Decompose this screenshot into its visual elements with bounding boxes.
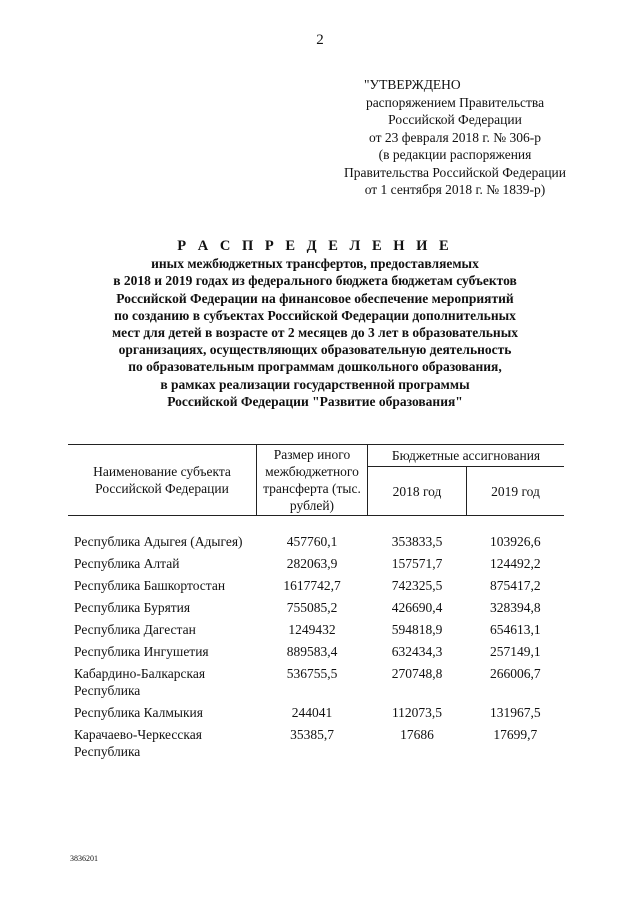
table-row — [68, 619, 564, 641]
approval-line: "УТВЕРЖДЕНО — [364, 77, 461, 92]
cell-subject: Республика Бурятия — [74, 600, 191, 615]
cell-transfer: 35385,7 — [290, 727, 334, 742]
header-year-2019: 2019 год — [467, 467, 565, 516]
cell-transfer: 457760,1 — [286, 534, 338, 549]
cell-2019: 124492,2 — [489, 556, 541, 571]
title-line: иных межбюджетных трансфертов, предоставляемых — [151, 256, 479, 272]
title-line: Российской Федерации "Развитие образования" — [167, 393, 463, 409]
header-year-2018: 2018 год — [368, 467, 467, 516]
cell-subject: Республика Дагестан — [74, 622, 196, 637]
table-row — [68, 597, 564, 619]
cell-2018: 742325,5 — [391, 578, 443, 593]
cell-transfer: 1617742,7 — [283, 578, 341, 593]
cell-transfer: 244041 — [291, 705, 333, 720]
header-subject-name: Наименование субъекта Российской Федерации — [68, 445, 257, 516]
approval-line: (в редакции распоряжения — [378, 147, 532, 162]
cell-2019: 875417,2 — [489, 578, 541, 593]
title-line: в 2018 и 2019 годах из федерального бюджета бюджетам субъектов — [113, 273, 517, 289]
document-title — [60, 238, 570, 410]
cell-2018: 17686 — [400, 727, 434, 742]
cell-2019: 257149,1 — [489, 644, 541, 659]
cell-2019: 266006,7 — [489, 666, 541, 681]
cell-2019: 17699,7 — [493, 727, 538, 742]
cell-subject: Республика Ингушетия — [74, 644, 209, 659]
cell-subject: Республика Калмыкия — [74, 705, 203, 720]
title-line: в рамках реализации государственной программы — [160, 376, 470, 392]
table-row — [68, 724, 564, 763]
cell-subject: Кабардино-Балкарская Республика — [74, 666, 206, 698]
cell-transfer: 889583,4 — [286, 644, 338, 659]
approval-line: от 1 сентября 2018 г. № 1839-р) — [364, 182, 546, 197]
title-line: Российской Федерации на финансовое обеспечение мероприятий — [116, 290, 514, 306]
table-row — [68, 702, 564, 724]
cell-subject: Республика Башкортостан — [74, 578, 226, 593]
title-line: организациях, осуществляющих образовательную деятельность — [118, 342, 512, 358]
title-heading: Р А С П Р Е Д Е Л Е Н И Е — [177, 238, 453, 254]
cell-subject: Республика Адыгея (Адыгея) — [74, 534, 243, 549]
approval-line: от 23 февраля 2018 г. № 306-р — [369, 129, 541, 145]
table-row — [68, 553, 564, 575]
header-budget-allocations: Бюджетные ассигнования — [368, 445, 565, 467]
cell-subject: Карачаево-Черкесская Республика — [74, 727, 202, 759]
approval-line: Правительства Российской Федерации — [344, 164, 566, 180]
table-row — [68, 663, 564, 702]
approval-line: распоряжением Правительства — [365, 94, 545, 110]
table-row — [68, 575, 564, 597]
title-line: по образовательным программам дошкольного образования, — [128, 359, 502, 375]
approval-stamp — [300, 76, 610, 199]
cell-2019: 654613,1 — [489, 622, 541, 637]
cell-2018: 594818,9 — [391, 622, 443, 637]
title-line: по созданию в субъектах Российской Федерации дополнительных — [114, 307, 516, 323]
cell-2018: 270748,8 — [391, 666, 443, 681]
cell-2018: 632434,3 — [391, 644, 443, 659]
cell-transfer: 1249432 — [288, 622, 336, 637]
title-line: мест для детей в возрасте от 2 месяцев до 3 лет в образовательных — [111, 325, 519, 341]
cell-transfer: 755085,2 — [286, 600, 338, 615]
cell-transfer: 282063,9 — [286, 556, 338, 571]
approval-line: Российской Федерации — [388, 112, 522, 127]
header-transfer-size: Размер иного межбюджетного трансферта (тыс. рублей) — [257, 445, 368, 516]
cell-2018: 353833,5 — [391, 534, 443, 549]
page-number: 2 — [316, 32, 324, 48]
cell-2018: 426690,4 — [391, 600, 443, 615]
cell-subject: Республика Алтай — [74, 556, 180, 571]
document-code: 3836201 — [70, 854, 98, 863]
cell-2019: 131967,5 — [489, 705, 541, 720]
cell-2018: 157571,7 — [391, 556, 443, 571]
cell-transfer: 536755,5 — [286, 666, 338, 681]
cell-2018: 112073,5 — [391, 705, 443, 720]
cell-2019: 103926,6 — [489, 534, 541, 549]
table-row — [68, 641, 564, 663]
table-row — [68, 516, 564, 554]
distribution-table — [68, 444, 564, 763]
cell-2019: 328394,8 — [489, 600, 541, 615]
